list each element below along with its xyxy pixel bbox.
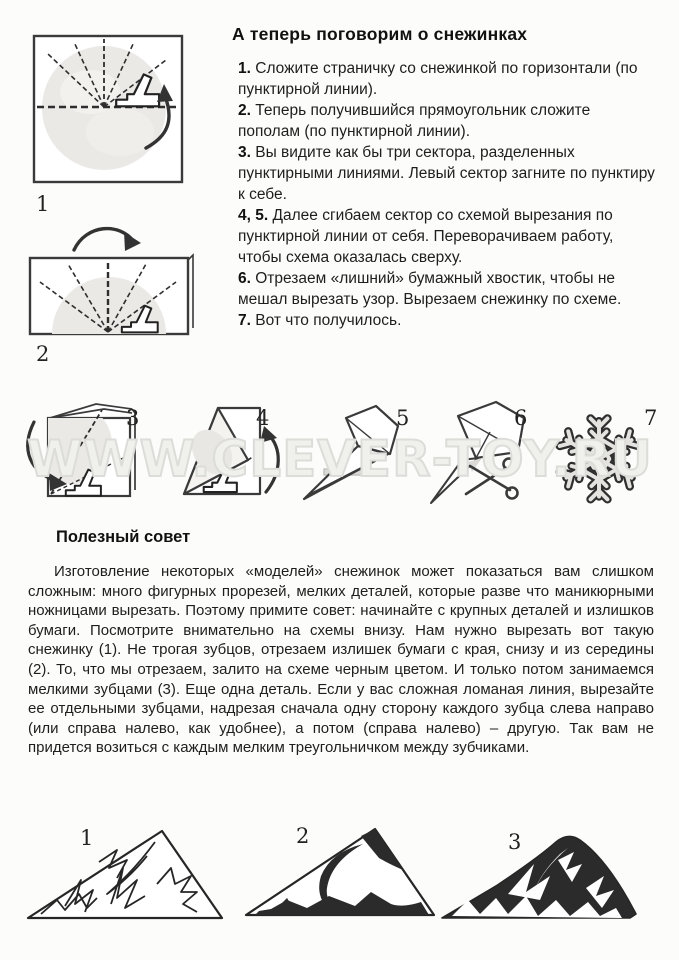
tip-heading: Полезный совет	[56, 528, 191, 546]
instruction-text: Теперь получившийся прямоугольник сложите пополам (по пунктирной линии).	[238, 102, 591, 140]
fold-step-5-diagram	[300, 402, 408, 506]
instruction-item	[238, 100, 656, 142]
fold-step-1-diagram	[32, 34, 184, 186]
instruction-item	[238, 142, 656, 205]
figure-4-label: 4	[256, 406, 270, 430]
instruction-number: 1.	[238, 60, 251, 77]
page-title: А теперь поговорим о снежинках	[232, 24, 528, 44]
instruction-number: 7.	[238, 312, 251, 329]
snowflake-icon	[552, 410, 646, 504]
instructions-list	[238, 58, 656, 331]
instruction-text: Далее сгибаем сектор со схемой вырезания по пунктирной линии от себя. Переворачиваем работу, чтобы схема оказалась сверху.	[238, 207, 614, 266]
instruction-number: 3.	[238, 144, 251, 161]
instruction-item	[238, 310, 656, 331]
instruction-number: 6.	[238, 270, 251, 287]
figure-2-label: 2	[36, 342, 50, 366]
instruction-number: 2.	[238, 102, 251, 119]
instruction-text: Сложите страничку со снежинкой по горизонтали (по пунктирной линии).	[238, 60, 638, 98]
fold-arrow-icon	[260, 426, 278, 492]
figure-3-label: 3	[126, 406, 140, 430]
tip-paragraph: Изготовление некоторых «моделей» снежинок может показаться вам слишком сложным: много фигурных прорезей, мелких деталей, которые разве что маникюрными ножницами вырезать. Поэтому примите совет: начинайте с крупных деталей и излишков бумаги. Посмотрите внимательно на схемы внизу. Нам нужно вырезать вот такую снежинку (1). Не трогая зубцов, отрезаем излишек бумаги с края, снизу и из середины (2). То, что мы отрезаем, залито на схеме черным цветом. И только потом занимаемся мелкими зубцами (3). Еще одна деталь. Если у вас сложная ломаная линия, вырезайте ее отдельными зубцами, надрезая сначала одну сторону каждого зубца слева направо (или справа налево, как удобнее), а потом (справа налево) – другую. Так вам не придется возиться с каждым мелким треугольничком между зубчиками.	[28, 563, 654, 757]
fold-step-3-diagram	[16, 400, 138, 502]
instruction-text: Вы видите как бы три сектора, разделенных пунктирными линиями. Левый сектор загните по пунктиру к себе.	[238, 144, 655, 203]
figure-5-label: 5	[396, 406, 410, 430]
folded-flap	[346, 406, 398, 454]
cut-scheme-2-diagram	[243, 824, 439, 922]
instruction-number: 4, 5.	[238, 207, 269, 224]
fold-step-2-diagram	[28, 220, 198, 340]
instruction-item	[238, 58, 656, 100]
instruction-text: Отрезаем «лишний» бумажный хвостик, чтобы не мешал вырезать узор. Вырезаем снежинку по схеме.	[238, 270, 622, 308]
tip-body	[28, 562, 654, 758]
fold-arrow-icon	[74, 229, 141, 251]
cut-scheme-1-diagram	[25, 826, 225, 924]
site-watermark: WWW.CLEVER-TOY.RU	[27, 430, 653, 488]
cut-scheme-1-label: 1	[80, 826, 94, 850]
figure-1-label: 1	[36, 192, 50, 216]
instruction-item	[238, 205, 656, 268]
instruction-item	[238, 268, 656, 310]
figure-7-label: 7	[644, 406, 658, 430]
cut-scheme-3-label: 3	[508, 830, 522, 854]
cut-scheme-3-diagram	[438, 830, 648, 922]
instruction-text: Вот что получилось.	[255, 312, 402, 329]
figure-6-label: 6	[514, 406, 528, 430]
cut-scheme-2-label: 2	[296, 824, 310, 848]
